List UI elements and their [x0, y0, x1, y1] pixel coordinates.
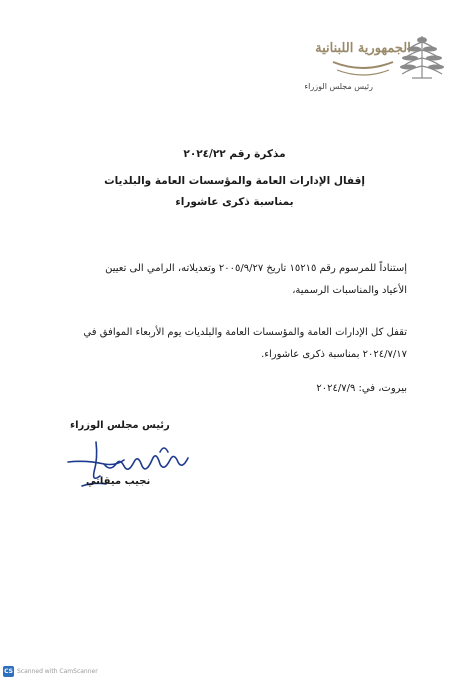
paragraph-line: الأعياد والمناسبات الرسمية،: [292, 285, 407, 296]
scanner-watermark: [3, 665, 98, 677]
memo-subject-line-1: إقفال الإدارات العامة والمؤسسات العامة والبلديات: [104, 175, 365, 187]
scanner-text: Scanned with CamScanner: [17, 667, 98, 675]
signatory-title: رئيس مجلس الوزراء: [70, 420, 170, 431]
republic-seal: [315, 30, 411, 84]
memo-number: مذكرة رقم ٢٠٢٤/٢٢: [183, 148, 286, 160]
paragraph-closure-decision: [60, 322, 407, 366]
camscanner-logo-icon: CS: [4, 667, 13, 675]
paragraph-line: إستناداً للمرسوم رقم ١٥٢١٥ تاريخ ٢٠٠٥/٩/٢٧ وتعديلاته، الرامي الى تعيين: [105, 263, 407, 274]
office-label: رئيس مجلس الوزراء: [304, 82, 373, 91]
seal-line-1: الجمهورية اللبنانية: [315, 41, 411, 56]
paragraph-line: تقفل كل الإدارات العامة والمؤسسات العامة والبلديات يوم الأربعاء الموافق في: [83, 327, 407, 338]
signatory-name: نجيب ميقاتي: [86, 476, 151, 487]
paragraph-line: ٢٠٢٤/٧/١٧ بمناسبة ذكرى عاشوراء.: [261, 349, 407, 360]
memo-subject-line-2: بمناسبة ذكرى عاشوراء: [175, 196, 294, 208]
paragraph-decree-reference: [60, 258, 407, 302]
place-date-line: بيروت، في: ٢٠٢٤/٧/٩: [316, 383, 407, 394]
